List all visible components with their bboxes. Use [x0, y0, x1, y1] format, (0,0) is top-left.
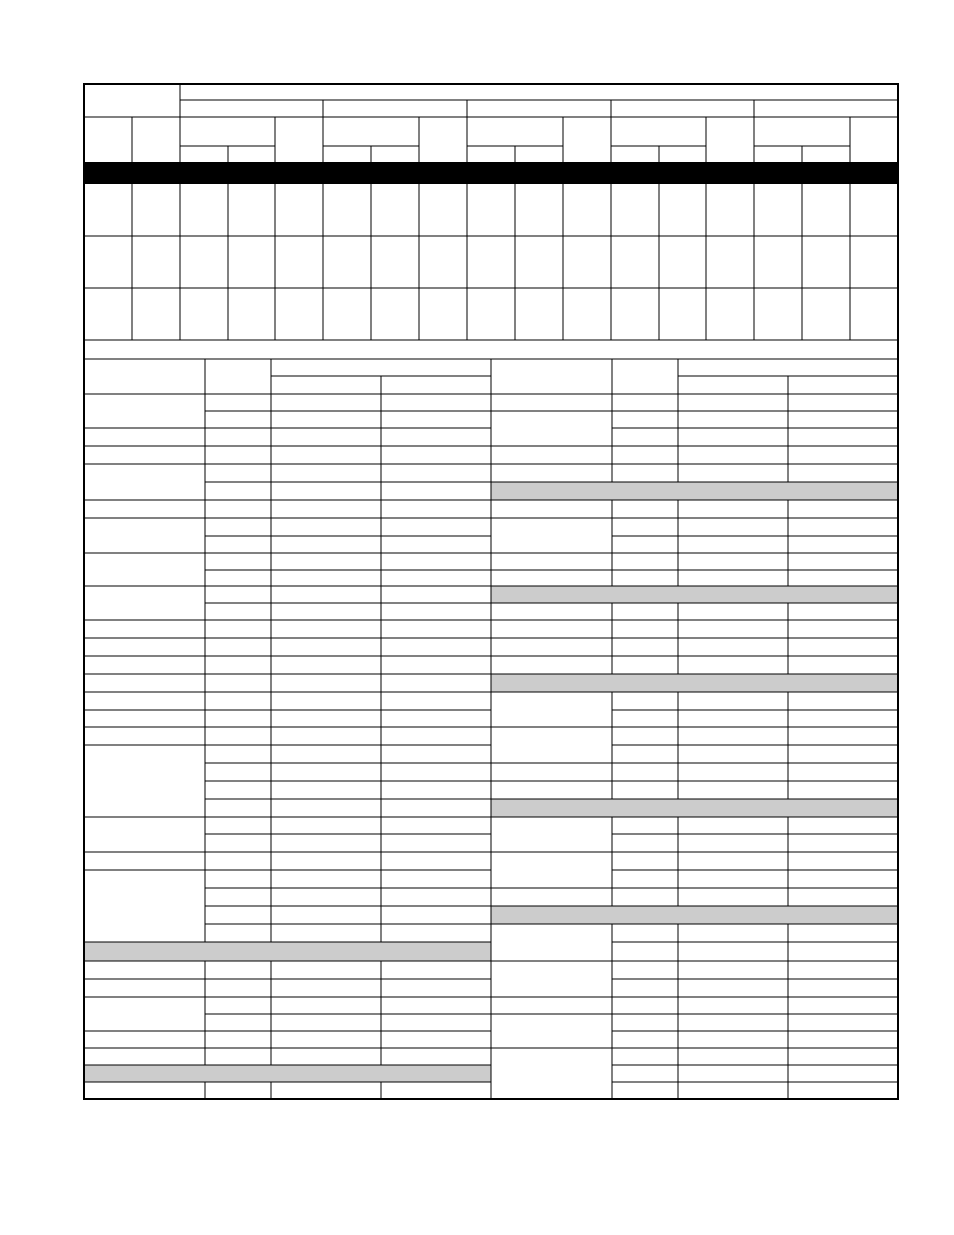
black-header-band	[84, 162, 898, 184]
shaded-cell	[491, 674, 898, 692]
shaded-cell	[491, 799, 898, 817]
shaded-cell	[491, 906, 898, 924]
shaded-cell	[84, 942, 491, 961]
shaded-cell	[491, 482, 898, 500]
shaded-cell	[84, 1065, 491, 1082]
shaded-cell	[491, 586, 898, 603]
